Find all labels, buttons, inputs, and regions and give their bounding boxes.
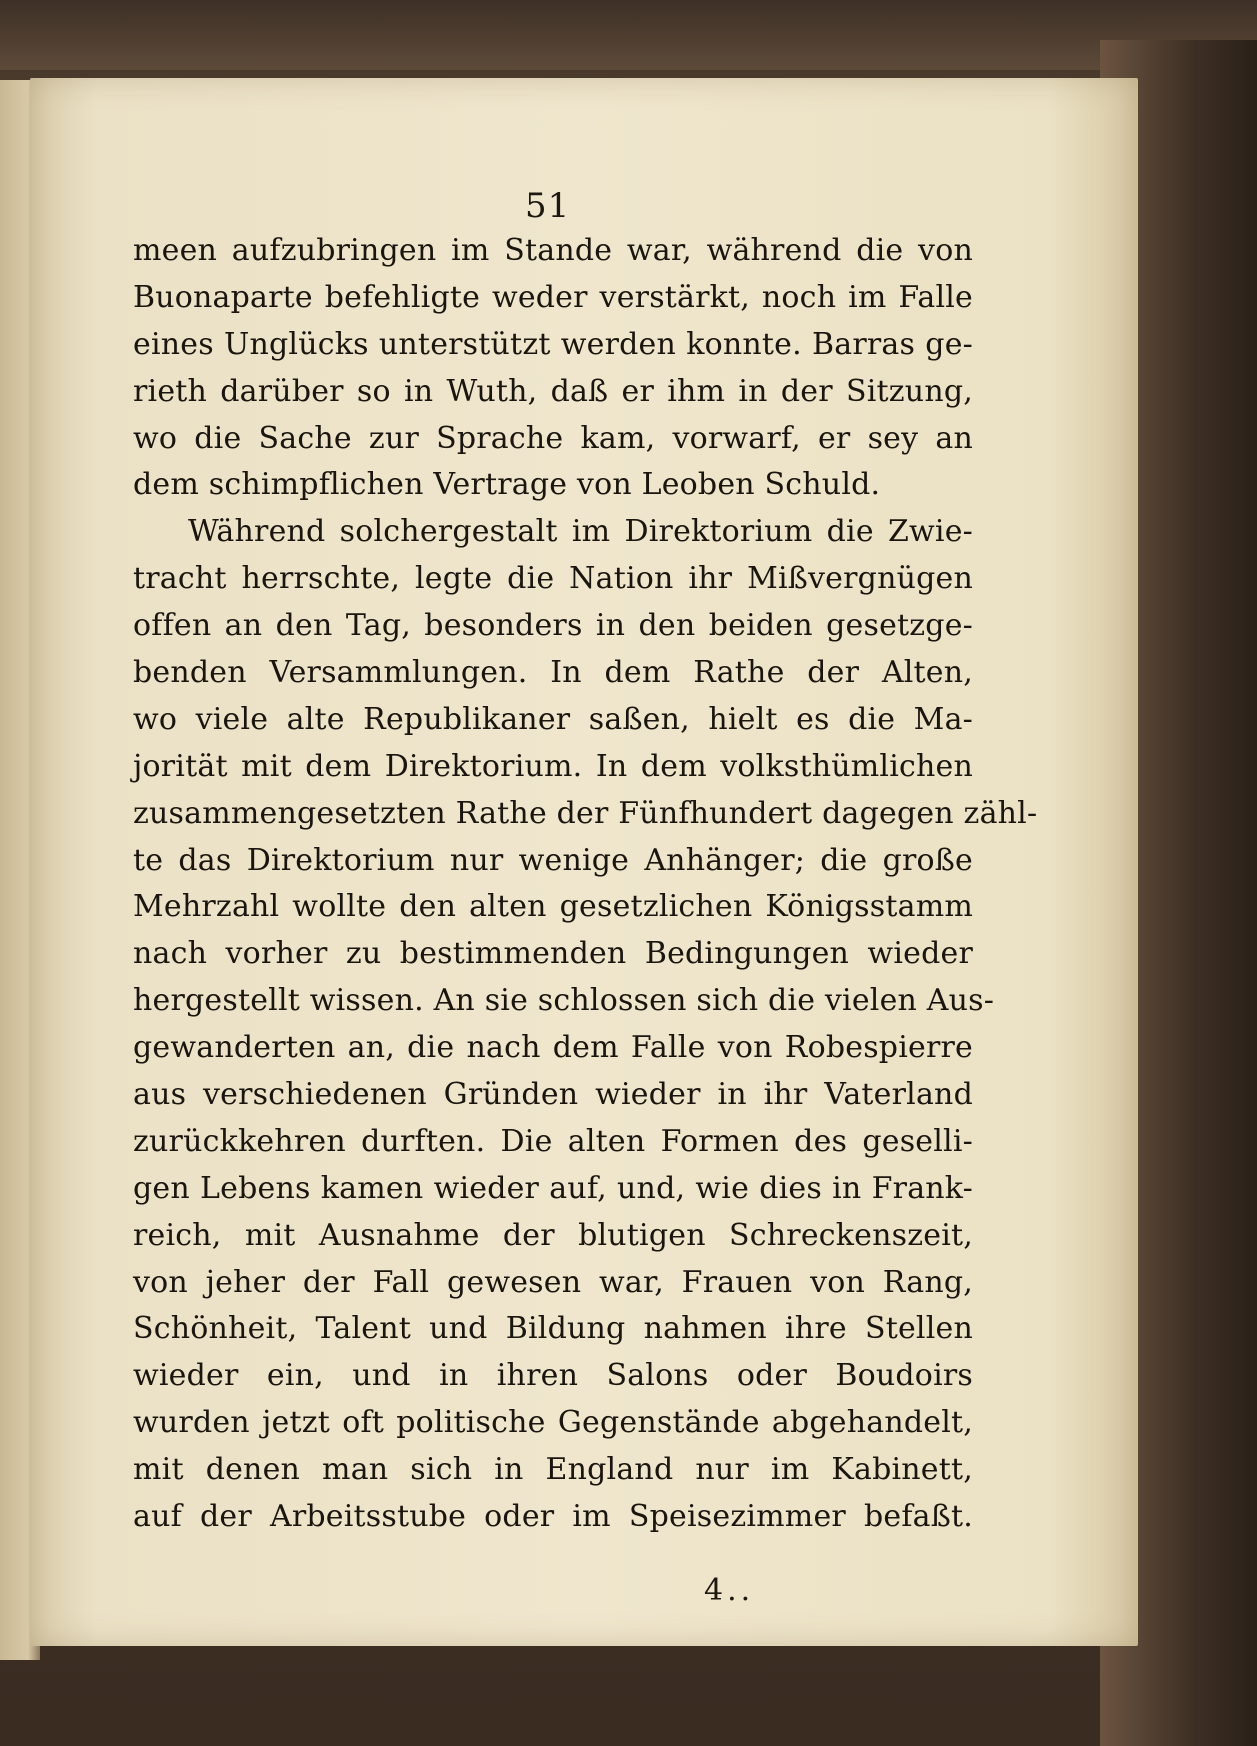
text-line-6: dem schimpflichen Vertrage von Leoben Schuld. xyxy=(133,467,881,503)
text-line-11: wo viele alte Republikaner saßen, hielt es die Ma- xyxy=(133,701,973,737)
text-line-3: eines Unglücks unterstützt werden konnte. Barras ge- xyxy=(133,326,973,362)
text-line-7: Während solchergestalt im Direktorium die Zwie- xyxy=(188,514,973,550)
text-line-24: Schönheit, Talent und Bildung nahmen ihre Stellen xyxy=(133,1311,973,1347)
page-body-text xyxy=(133,228,1038,1541)
text-line-8: tracht herrschte, legte die Nation ihr Mißvergnügen xyxy=(133,561,973,597)
text-line-4: rieth darüber so in Wuth, daß er ihm in der Sitzung, xyxy=(133,373,973,409)
text-line-9: offen an den Tag, besonders in den beiden gesetzge- xyxy=(133,608,973,644)
text-line-27: mit denen man sich in England nur im Kabinett, xyxy=(133,1452,973,1488)
book-cover-top-edge xyxy=(0,0,1257,70)
text-line-2: Buonaparte befehligte weder verstärkt, noch im Falle xyxy=(133,279,973,315)
text-line-28: auf der Arbeitsstube oder im Speisezimmer befaßt. xyxy=(133,1499,973,1535)
text-line-10: benden Versammlungen. In dem Rathe der Alten, xyxy=(133,655,973,691)
text-line-14: te das Direktorium nur wenige Anhänger; die große xyxy=(133,842,973,878)
page-number: 51 xyxy=(525,186,571,226)
signature-mark: 4.. xyxy=(704,1573,755,1608)
text-line-12: jorität mit dem Direktorium. In dem volksthümlichen xyxy=(133,748,973,784)
text-line-13: zusammengesetzten Rathe der Fünfhundert dagegen zähl- xyxy=(133,795,1038,831)
text-line-26: wurden jetzt oft politische Gegenstände abgehandelt, xyxy=(133,1405,973,1441)
text-line-19: aus verschiedenen Gründen wieder in ihr Vaterland xyxy=(133,1077,973,1113)
text-line-25: wieder ein, und in ihren Salons oder Boudoirs xyxy=(133,1358,973,1394)
text-line-22: reich, mit Ausnahme der blutigen Schreckenszeit, xyxy=(133,1217,973,1253)
text-line-23: von jeher der Fall gewesen war, Frauen von Rang, xyxy=(133,1264,973,1300)
text-line-5: wo die Sache zur Sprache kam, vorwarf, er sey an xyxy=(133,420,973,456)
text-line-18: gewanderten an, die nach dem Falle von Robespierre xyxy=(133,1030,973,1066)
text-line-17: hergestellt wissen. An sie schlossen sich die vielen Aus- xyxy=(133,983,995,1019)
text-line-15: Mehrzahl wollte den alten gesetzlichen Königsstamm xyxy=(133,889,973,925)
text-line-1: meen aufzubringen im Stande war, während die von xyxy=(133,233,973,268)
text-line-21: gen Lebens kamen wieder auf, und, wie dies in Frank- xyxy=(133,1170,973,1206)
text-line-20: zurückkehren durften. Die alten Formen des geselli- xyxy=(133,1123,973,1159)
text-line-16: nach vorher zu bestimmenden Bedingungen wieder xyxy=(133,936,973,972)
